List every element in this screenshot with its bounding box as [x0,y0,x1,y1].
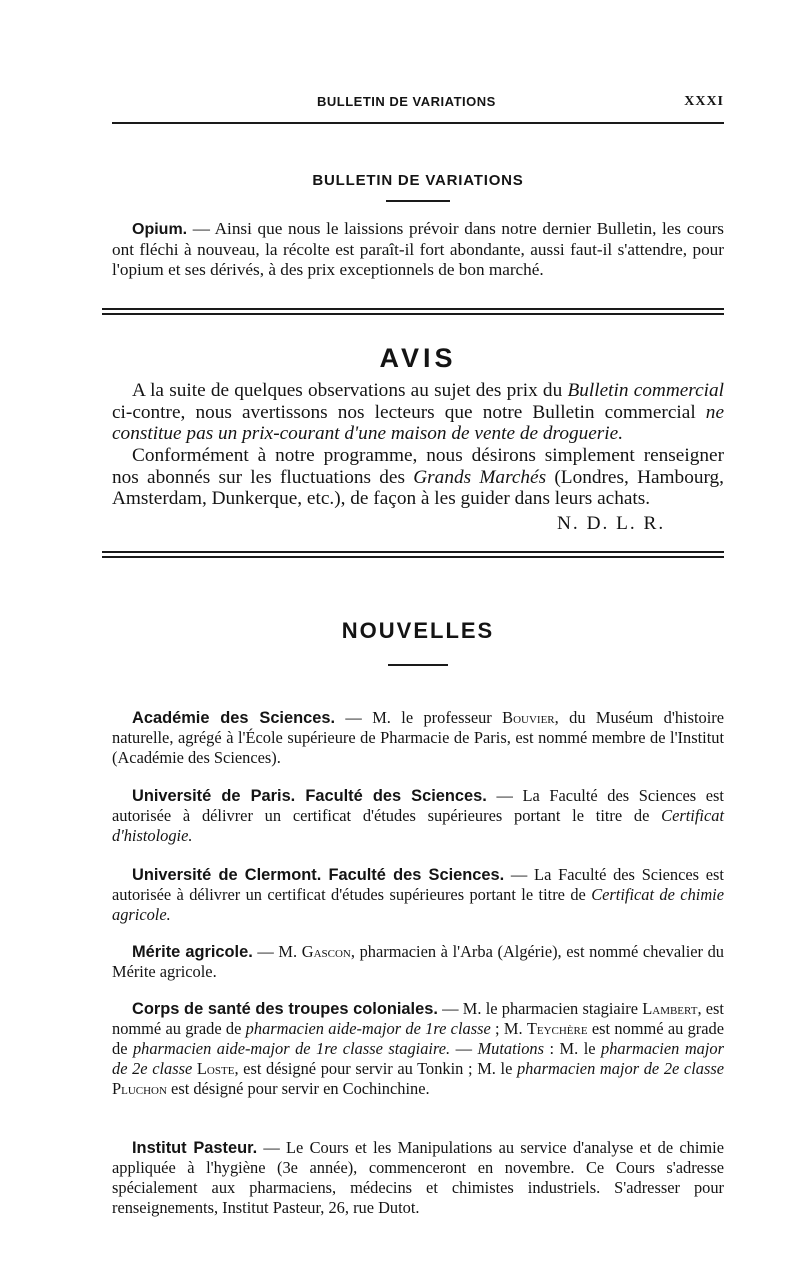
news-text: , est désigné pour servir au Tonkin ; M. le [234,1059,517,1078]
news-name: Bouvier [502,708,555,727]
news-name: Lambert [642,999,698,1018]
news-italic: pharmacien major de 2e classe [516,1059,724,1078]
avis-text: A la suite de quelques observations au sujet des prix du [132,380,568,401]
header-rule [112,122,724,124]
bulletin-text: — Ainsi que nous le laissions prévoir dans notre dernier Bulletin, les cours ont fléchi à nouveau, la récolte est paraît-il fort abondante, aussi faut-il s'attendre, pour l'opium et ses dérivés, à des prix exceptionnels de bon marché. [112,219,724,279]
avis-italic: Grands Marchés [413,466,547,488]
news-text: — M. le pharmacien stagiaire [437,999,643,1018]
nouvelles-title: NOUVELLES [341,618,495,643]
avis-paragraph-1 [112,380,724,445]
news-lead: Mérite agricole. [132,943,253,961]
nouvelles-title-rule [388,664,448,666]
avis-paragraph-2 [112,445,724,510]
news-italic: pharmacien aide-major de 1re classe [245,1019,491,1038]
news-lead: Académie des Sciences. [132,709,336,727]
news-text: , du Muséum d'histoire naturelle, agrégé à l'École supérieure de Pharmacie de Paris, est nommé membre de l'Institut (Académie des Sciences). [112,708,724,767]
news-item [112,786,724,846]
news-text: — La Faculté des Sciences est autorisée à délivrer un certificat d'études supérieures portant le titre de [112,786,724,825]
news-item [112,708,724,768]
news-lead: Institut Pasteur. [132,1139,258,1157]
news-name: Pluchon [112,1079,167,1098]
news-item [112,1138,724,1218]
news-text: : M. le [543,1039,602,1058]
news-text: — M. [252,942,302,961]
avis-signature: N. D. L. R. [557,513,666,534]
bulletin-title: BULLETIN DE VARIATIONS [312,172,524,189]
bulletin-paragraph [112,219,724,280]
news-lead: Université de Clermont. Faculté des Sciences. [132,866,505,884]
news-name: Gascon [301,942,351,961]
news-text: — M. le professeur [335,708,503,727]
avis-italic: Bulletin commercial [567,380,725,401]
news-text: — [450,1039,478,1058]
news-item [112,865,724,925]
news-italic: pharmacien major de 2e classe [112,1039,724,1078]
news-text: — Le Cours et les Manipulations au service d'analyse et de chimie appliquée à l'hygiène (3e année), commenceront en novembre. Ce Cours s'adresse spécialement aux pharmaciens, médecins et chimistes industriels. S'adresser pour renseignements, Institut Pasteur, 26, rue Dutot. [112,1138,724,1217]
page-number: XXXI [684,94,724,109]
news-item [112,942,724,982]
running-head [112,94,724,116]
news-name: Teychère [526,1019,588,1038]
news-lead: Corps de santé des troupes coloniales. [132,1000,438,1018]
running-head-title: BULLETIN DE VARIATIONS [317,94,496,109]
news-italic: Certificat de chimie agricole. [112,885,724,924]
avis-text: (Londres, Hambourg, Amsterdam, Dunkerque, etc.), de façon à les guider dans leurs achats. [112,466,725,509]
news-text: est désigné pour servir en Cochinchine. [166,1079,430,1098]
news-lead: Université de Paris. Faculté des Sciences. [132,787,487,805]
avis-text: ci-contre, nous avertissons nos lecteurs que notre Bulletin commercial [112,401,706,423]
avis-italic: ne constitue pas un prix-courant d'une maison de vente de droguerie. [112,401,724,444]
news-text: ; M. [490,1019,527,1038]
news-text: — La Faculté des Sciences est autorisée à délivrer un certificat d'études supérieures portant le titre de [112,865,724,904]
bulletin-lead: Opium. [132,221,188,238]
avis-title: AVIS [379,343,457,373]
news-text: est nommé au grade de [112,1019,724,1058]
news-italic: Certificat d'histologie. [112,806,724,845]
news-item [112,999,724,1099]
news-text: , pharmacien à l'Arba (Algérie), est nommé chevalier du Mérite agricole. [112,942,724,981]
section-double-rule [102,551,724,561]
news-italic: pharmacien aide-major de 1re classe stagiaire. [132,1039,451,1058]
news-italic: Mutations [477,1039,544,1058]
news-name: Loste [196,1059,235,1078]
bulletin-title-rule [386,200,450,202]
section-double-rule [102,308,724,318]
avis-text: Conformément à notre programme, nous désirons simplement renseigner nos abonnés sur les fluctuations des [112,445,724,488]
news-text: , est nommé au grade de [112,999,724,1038]
